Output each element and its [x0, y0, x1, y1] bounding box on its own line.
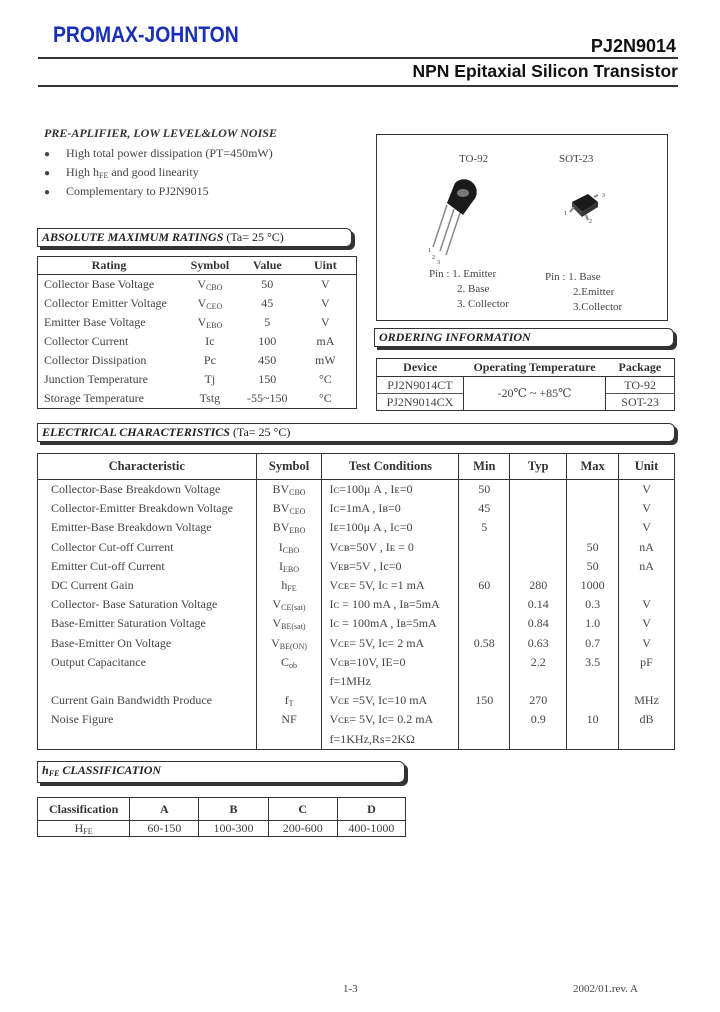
max-cell: 0.7 — [567, 634, 619, 653]
unit-cell: V — [321, 296, 330, 310]
unit-cell: V — [619, 499, 675, 518]
value-cell: 200-600 — [268, 821, 337, 837]
max-cell: 1.0 — [567, 614, 619, 633]
row-label-cell: $H_{FE}$ — [74, 821, 93, 836]
typ-cell — [510, 557, 567, 576]
header-rule — [38, 57, 678, 59]
table-row — [38, 614, 675, 633]
min-cell: 5 — [459, 518, 510, 537]
sot23-package-icon — [562, 190, 612, 225]
feature-item — [44, 184, 209, 199]
max-cell — [567, 518, 619, 537]
max-cell: 50 — [567, 557, 619, 576]
typ-cell — [510, 480, 567, 500]
unit-cell: V — [619, 480, 675, 500]
characteristic-cell: Emitter Cut-off Current — [51, 558, 165, 573]
to92-package-icon — [427, 175, 487, 265]
value-cell: 400-1000 — [337, 821, 405, 837]
pin-item: 2.Emitter — [573, 286, 615, 298]
symbol-cell: NF — [256, 710, 322, 729]
symbol-cell — [256, 672, 322, 691]
table-row — [38, 499, 675, 518]
pin-item: Pin : 1. Base — [545, 271, 601, 283]
column-header: Package — [606, 359, 675, 377]
rating-cell: Junction Temperature — [44, 372, 148, 386]
value-cell: 5 — [264, 315, 271, 329]
characteristic-cell: Output Capacitance — [51, 654, 146, 669]
characteristic-cell: Collector- Base Saturation Voltage — [51, 597, 218, 612]
max-cell: 50 — [567, 538, 619, 557]
svg-text:1: 1 — [428, 248, 431, 254]
max-cell: 10 — [567, 710, 619, 729]
column-header: A — [130, 798, 199, 821]
to92-pin-list — [429, 267, 509, 312]
feature-subscript: FE — [99, 171, 109, 180]
unit-cell: MHz — [619, 691, 675, 710]
pin-item: 3. Collector — [457, 298, 509, 310]
value-cell: 60-150 — [130, 821, 199, 837]
symbol-cell: $I_{CBO}$ — [256, 538, 322, 557]
column-header: Min — [459, 454, 510, 480]
typ-cell — [510, 672, 567, 691]
characteristic-cell: Collector-Base Breakdown Voltage — [51, 482, 221, 497]
column-header: Test Conditions — [322, 454, 459, 480]
pin-item: 2. Base — [457, 283, 490, 295]
max-cell — [567, 499, 619, 518]
table-row — [38, 672, 675, 691]
max-cell: 0.3 — [567, 595, 619, 614]
typ-cell — [510, 499, 567, 518]
feature-text: Complementary to PJ2N9015 — [66, 184, 209, 198]
table-row — [38, 653, 675, 672]
column-header: C — [268, 798, 337, 821]
feature-item — [44, 146, 273, 161]
unit-cell: nA — [619, 538, 675, 557]
value-cell: 450 — [258, 353, 277, 367]
typ-cell: 0.84 — [510, 614, 567, 633]
min-cell — [459, 538, 510, 557]
characteristic-cell: Collector-Emitter Breakdown Voltage — [51, 501, 233, 516]
unit-cell — [619, 672, 675, 691]
symbol-cell: $BV_{CEO}$ — [256, 499, 322, 518]
typ-cell: 280 — [510, 576, 567, 595]
symbol-cell: Tstg — [199, 391, 221, 405]
column-header: Max — [567, 454, 619, 480]
test-condition-cell: Vᴄʙ=10V, IE=0 — [322, 653, 459, 672]
section-title-text: ELECTRICAL CHARACTERISTICS — [42, 425, 230, 439]
unit-cell: V — [321, 315, 330, 329]
title-subscript: FE — [48, 769, 60, 778]
rating-cell: Storage Temperature — [44, 391, 144, 405]
characteristic-cell — [38, 672, 257, 691]
unit-cell: dB — [619, 710, 675, 729]
typ-cell — [510, 538, 567, 557]
bullet-icon: ● — [44, 149, 51, 160]
section-title-text: ORDERING INFORMATION — [379, 330, 531, 344]
unit-cell: V — [619, 634, 675, 653]
column-header: Operating Temperature — [463, 359, 605, 377]
svg-text:3: 3 — [437, 260, 440, 265]
ordering-title — [374, 328, 674, 347]
symbol-cell: Ic — [205, 334, 215, 348]
max-cell: 1000 — [567, 576, 619, 595]
page-subtitle: NPN Epitaxial Silicon Transistor — [412, 61, 678, 81]
min-cell — [459, 653, 510, 672]
bullet-icon: ● — [44, 168, 51, 179]
company-logo: PROMAX-JOHNTON — [53, 22, 239, 47]
unit-cell: V — [619, 595, 675, 614]
rating-cell: Collector Base Voltage — [44, 277, 155, 291]
max-cell: 3.5 — [567, 653, 619, 672]
symbol-cell: $V_{EBO}$ — [197, 315, 223, 330]
max-cell — [567, 480, 619, 500]
min-cell: 0.58 — [459, 634, 510, 653]
column-header: Characteristic — [38, 454, 257, 480]
electrical-table — [37, 453, 675, 750]
value-cell: 45 — [261, 296, 274, 310]
device-cell: PJ2N9014CT — [377, 377, 464, 394]
table-row — [38, 518, 675, 537]
table-row — [38, 710, 675, 729]
test-condition-cell: Vᴄᴇ =5V, Ic=10 mA — [322, 691, 459, 710]
page-number: 1-3 — [343, 983, 358, 995]
section-title-text: h — [42, 763, 49, 777]
feature-item — [44, 165, 199, 180]
min-cell: 150 — [459, 691, 510, 710]
unit-cell: V — [619, 518, 675, 537]
symbol-cell: $I_{EBO}$ — [256, 557, 322, 576]
table-row — [38, 557, 675, 576]
symbol-cell: Tj — [204, 372, 216, 386]
max-cell — [567, 691, 619, 710]
table-row — [38, 275, 357, 295]
package-cell: SOT-23 — [606, 394, 675, 411]
table-row — [38, 389, 357, 409]
characteristic-cell: Base-Emitter Saturation Voltage — [51, 616, 206, 631]
table-row — [38, 480, 675, 500]
column-header: Classification — [38, 798, 130, 821]
column-header: B — [199, 798, 268, 821]
characteristic-cell: Base-Emitter On Voltage — [51, 635, 172, 650]
test-condition-cell: Vᴄᴇ= 5V, Iᴄ =1 mA — [322, 576, 459, 595]
min-cell: 60 — [459, 576, 510, 595]
min-cell — [459, 729, 510, 749]
feature-text: High total power dissipation (PT=450mW) — [66, 146, 273, 160]
unit-cell: °C — [318, 391, 332, 405]
section-title-text: CLASSIFICATION — [59, 763, 162, 777]
section-title-text: ABSOLUTE MAXIMUM RATINGS — [42, 230, 224, 244]
table-row — [38, 691, 675, 710]
min-cell — [459, 614, 510, 633]
test-condition-cell: Iᴄ = 100mA , Iʙ=5mA — [322, 614, 459, 633]
features-title: PRE-APLIFIER, LOW LEVEL&LOW NOISE — [44, 126, 277, 140]
section-condition: (Ta= 25 °C) — [226, 230, 284, 244]
characteristic-cell: DC Current Gain — [51, 578, 134, 593]
feature-text: and good linearity — [111, 165, 199, 179]
table-row — [38, 332, 357, 351]
rating-cell: Collector Dissipation — [44, 353, 147, 367]
table-row — [38, 538, 675, 557]
subtitle-rule — [38, 85, 678, 87]
max-cell — [567, 729, 619, 749]
unit-cell: V — [321, 277, 330, 291]
unit-cell — [619, 729, 675, 749]
characteristic-cell: Noise Figure — [51, 712, 114, 727]
package-diagram-box — [376, 134, 668, 321]
temperature-cell: -20℃ ~ +85℃ — [463, 377, 605, 411]
table-header-row — [38, 454, 675, 480]
column-header: Uint — [295, 257, 357, 275]
typ-cell — [510, 518, 567, 537]
characteristic-cell — [38, 729, 257, 749]
max-cell — [567, 672, 619, 691]
table-row — [38, 821, 406, 837]
pin-item: 3.Collector — [573, 301, 623, 313]
table-row — [38, 313, 357, 332]
symbol-cell: $BV_{EBO}$ — [256, 518, 322, 537]
unit-cell — [619, 576, 675, 595]
value-cell: 100-300 — [199, 821, 268, 837]
test-condition-cell: Iᴄ=1mA , Iʙ=0 — [322, 499, 459, 518]
unit-cell: pF — [619, 653, 675, 672]
table-row — [38, 351, 357, 370]
table-row — [38, 370, 357, 389]
value-cell: 100 — [258, 334, 277, 348]
symbol-cell: $V_{CEO}$ — [197, 296, 223, 311]
table-row — [38, 576, 675, 595]
characteristic-cell: Current Gain Bandwidth Produce — [51, 693, 212, 708]
test-condition-cell: Vᴄᴇ= 5V, Ic= 2 mA — [322, 634, 459, 653]
test-condition-cell: Iᴄ = 100 mA , Iʙ=5mA — [322, 595, 459, 614]
table-row — [38, 294, 357, 313]
column-header: D — [337, 798, 405, 821]
table-row — [38, 729, 675, 749]
value-cell: -55~150 — [247, 391, 288, 405]
value-cell: 150 — [258, 372, 277, 386]
sot23-pin-list — [545, 270, 622, 315]
column-header: Rating — [38, 257, 180, 275]
typ-cell — [510, 729, 567, 749]
abs-max-table — [37, 256, 357, 409]
table-header-row — [38, 257, 357, 275]
ordering-table — [376, 358, 675, 411]
test-condition-cell: Vᴄʙ=50V , Iᴇ = 0 — [322, 538, 459, 557]
column-header: Symbol — [256, 454, 322, 480]
min-cell — [459, 595, 510, 614]
rating-cell: Emitter Base Voltage — [44, 315, 146, 329]
symbol-cell — [256, 729, 322, 749]
device-cell: PJ2N9014CX — [377, 394, 464, 411]
svg-text:2: 2 — [432, 255, 435, 261]
svg-text:1: 1 — [564, 211, 567, 217]
unit-cell: V — [619, 614, 675, 633]
revision-label: 2002/01.rev. A — [573, 983, 638, 995]
symbol-cell: $BV_{CBO}$ — [256, 480, 322, 500]
symbol-cell: $f_T$ — [256, 691, 322, 710]
min-cell — [459, 710, 510, 729]
typ-cell: 0.63 — [510, 634, 567, 653]
symbol-cell: $V_{CE(sat)}$ — [256, 595, 322, 614]
test-condition-cell: f=1MHz — [322, 672, 459, 691]
classification-title — [37, 761, 405, 783]
table-header-row — [377, 359, 675, 377]
characteristic-cell: Collector Cut-off Current — [51, 539, 174, 554]
svg-text:3: 3 — [602, 193, 605, 199]
test-condition-cell: Iᴇ=100μ A , Iᴄ=0 — [322, 518, 459, 537]
unit-cell: nA — [619, 557, 675, 576]
rating-cell: Collector Emitter Voltage — [44, 296, 167, 310]
symbol-cell: $h_{FE}$ — [256, 576, 322, 595]
symbol-cell: $V_{CBO}$ — [197, 277, 223, 292]
section-condition: (Ta= 25 °C) — [232, 425, 291, 439]
min-cell — [459, 557, 510, 576]
electrical-title — [37, 423, 675, 442]
typ-cell: 0.9 — [510, 710, 567, 729]
abs-max-title — [37, 228, 352, 247]
test-condition-cell: Vᴄᴇ= 5V, Ic= 0.2 mA — [322, 710, 459, 729]
classification-table — [37, 797, 406, 837]
column-header: Value — [240, 257, 295, 275]
rating-cell: Collector Current — [44, 334, 129, 348]
symbol-cell: $C_{ob}$ — [256, 653, 322, 672]
typ-cell: 270 — [510, 691, 567, 710]
characteristic-cell: Emitter-Base Breakdown Voltage — [51, 520, 212, 535]
test-condition-cell: Vᴇʙ=5V , Ic=0 — [322, 557, 459, 576]
symbol-cell: $V_{BE(sat)}$ — [256, 614, 322, 633]
column-header: Symbol — [180, 257, 240, 275]
column-header: Unit — [619, 454, 675, 480]
min-cell — [459, 672, 510, 691]
unit-cell: mA — [316, 334, 335, 348]
to92-label: TO-92 — [459, 153, 489, 165]
symbol-cell: $V_{BE(ON)}$ — [256, 634, 322, 653]
min-cell: 45 — [459, 499, 510, 518]
bullet-icon: ● — [44, 187, 51, 198]
column-header: Typ — [510, 454, 567, 480]
unit-cell: mW — [315, 353, 336, 367]
column-header: Device — [377, 359, 464, 377]
table-header-row — [38, 798, 406, 821]
sot23-label: SOT-23 — [559, 153, 594, 165]
pin-item: Pin : 1. Emitter — [429, 268, 497, 280]
test-condition-cell: Iᴄ=100μ A , Iᴇ=0 — [322, 480, 459, 500]
feature-text: High h — [66, 165, 99, 179]
typ-cell: 2.2 — [510, 653, 567, 672]
value-cell: 50 — [261, 277, 274, 291]
part-number: PJ2N9014 — [590, 36, 676, 56]
table-row — [38, 595, 675, 614]
package-cell: TO-92 — [606, 377, 675, 394]
unit-cell: °C — [318, 372, 332, 386]
table-row — [377, 377, 675, 394]
min-cell: 50 — [459, 480, 510, 500]
test-condition-cell: f=1KHz,Rs=2KΩ — [322, 729, 459, 749]
symbol-cell: Pc — [203, 353, 216, 367]
svg-text:2: 2 — [589, 219, 592, 225]
typ-cell: 0.14 — [510, 595, 567, 614]
table-row — [38, 634, 675, 653]
